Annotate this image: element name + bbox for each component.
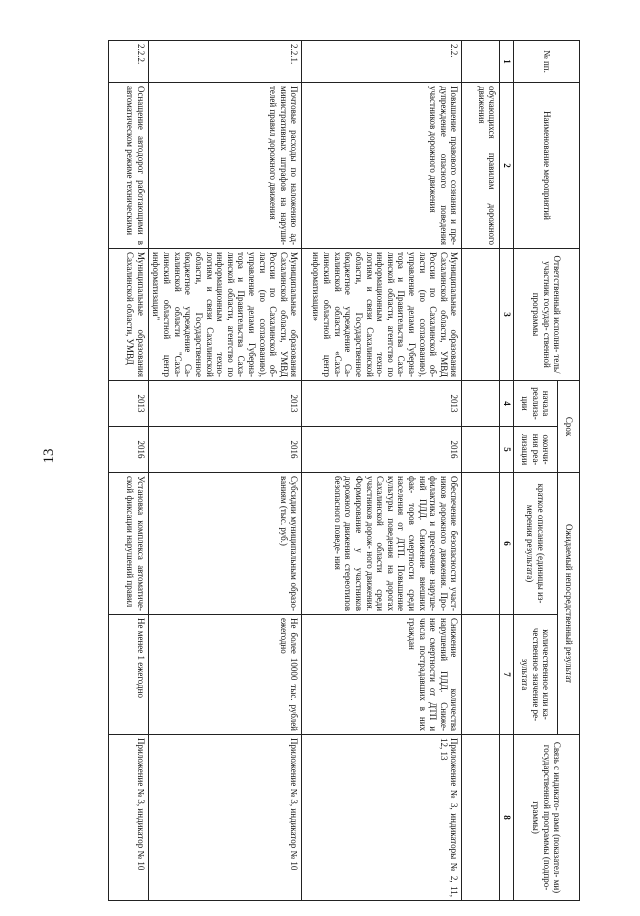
row-desc: Установка комплекса автоматиче- ской фиксации нарушений правил <box>108 473 148 615</box>
row-qty <box>462 615 500 735</box>
header-result-desc: краткое описание (единицы из- мерения результата) <box>514 473 558 615</box>
row-num: 2.2. <box>302 41 462 83</box>
table-row <box>302 41 462 901</box>
row-responsible: Муниципальные образования Сахалинской области, УМВД России по Сахалинской об- ласти (по согласованию), управление делами Губерна- тора и Правительства Саха- линской области, агентство по информационным техно- логиям и связи Сахалинской области, Государственное бюджетное учреждение Са- халинской области «Саха- линский областной центр информатизации» <box>302 249 462 381</box>
page-number: 13 <box>41 448 57 464</box>
rotated-table-container <box>80 40 580 900</box>
row-end: 2016 <box>148 427 302 473</box>
header-name: Наименование мероприятий <box>514 83 580 249</box>
header-term: Срок <box>558 381 580 473</box>
row-responsible <box>462 249 500 381</box>
column-number-row <box>500 41 514 901</box>
header-link: Связь с индикато- рами (показател- ми) государственной программы (подпро- граммы) <box>514 735 580 901</box>
col-number: 2 <box>500 83 514 249</box>
header-num: № пп. <box>514 41 580 83</box>
row-start <box>462 381 500 427</box>
header-result-qty: количественное или ка- чественное значение ре- зультата <box>514 615 558 735</box>
row-end: 2016 <box>302 427 462 473</box>
header-responsible: Ответственный исполни- тель/ участник государ- ственной программы <box>514 249 580 381</box>
row-link: Приложение № 3, индикаторы № 2, 11, 12, 13 <box>302 735 462 901</box>
row-end: 2016 <box>108 427 148 473</box>
table-row <box>148 41 302 901</box>
col-number: 3 <box>500 249 514 381</box>
row-qty: Снижение количества нарушений ПДД. Сниже- ние смертности от ДТП и числа пострадавших в них граждан <box>302 615 462 735</box>
col-number: 7 <box>500 615 514 735</box>
row-link: Приложение № 3, индикатор № 10 <box>108 735 148 901</box>
col-number: 8 <box>500 735 514 901</box>
table-row <box>108 41 148 901</box>
col-number: 5 <box>500 427 514 473</box>
row-desc: Обеспечение безопасности участ- ников дорожного движения. Про- филактика и пресечение наруше- ний ПДД. Снижение внешних фак- торов смертности среди населения от ДТП. Повышение культуры поведения на дорогах Сахалинской области среди участников дорож- ного движения. Формирование у участников дорожного движения стереотипов безопасного поведе- ния <box>302 473 462 615</box>
row-end <box>462 427 500 473</box>
row-desc <box>462 473 500 615</box>
row-start: 2013 <box>108 381 148 427</box>
row-name: обучающихся правилам дорожного движения <box>462 83 500 249</box>
col-number: 6 <box>500 473 514 615</box>
row-responsible: Муниципальные образования Сахалинской области, УМВД <box>108 249 148 381</box>
table-row <box>462 41 500 901</box>
row-desc: Субсидии муниципальным образо- ваниям (тыс. руб.) <box>148 473 302 615</box>
header-term-end: окончи- ния реа- лизации <box>514 427 558 473</box>
row-link: Приложение № 3, индикатор № 10 <box>148 735 302 901</box>
row-start: 2013 <box>302 381 462 427</box>
row-name: Почтовые расходы по наложению ад- министративных штрафов на наруши- телей правил дорожного движения <box>148 83 302 249</box>
row-name: Повышение правового сознания и пре- дупреждение опасного поведения участников дорожного движения <box>302 83 462 249</box>
row-qty: Не менее 1 ежегодно <box>108 615 148 735</box>
row-link <box>462 735 500 901</box>
col-number: 4 <box>500 381 514 427</box>
row-qty: Не более 10000 тыс. рублей ежегодно <box>148 615 302 735</box>
row-num: 2.2.2. <box>108 41 148 83</box>
row-start: 2013 <box>148 381 302 427</box>
row-responsible: Муниципальные образования Сахалинской области, УМВД России по Сахалинской об- ласти (по согласованию), управление делами Губерна- тора и Правительства Саха- линской области, агентство по информационным техно- логиям и связи Сахалинской области, Государственное бюджетное учреждение Са- халинской области "Саха- линский областной центр информатизации" <box>148 249 302 381</box>
col-number: 1 <box>500 41 514 83</box>
header-term-start: начала реализа- ции <box>514 381 558 427</box>
measures-table <box>108 40 580 901</box>
row-name: Оснащение автодорог работающими в автоматическом режиме техническими <box>108 83 148 249</box>
header-result: Ожидаемый непосредственный результат <box>558 473 580 735</box>
row-num <box>462 41 500 83</box>
row-num: 2.2.1. <box>148 41 302 83</box>
